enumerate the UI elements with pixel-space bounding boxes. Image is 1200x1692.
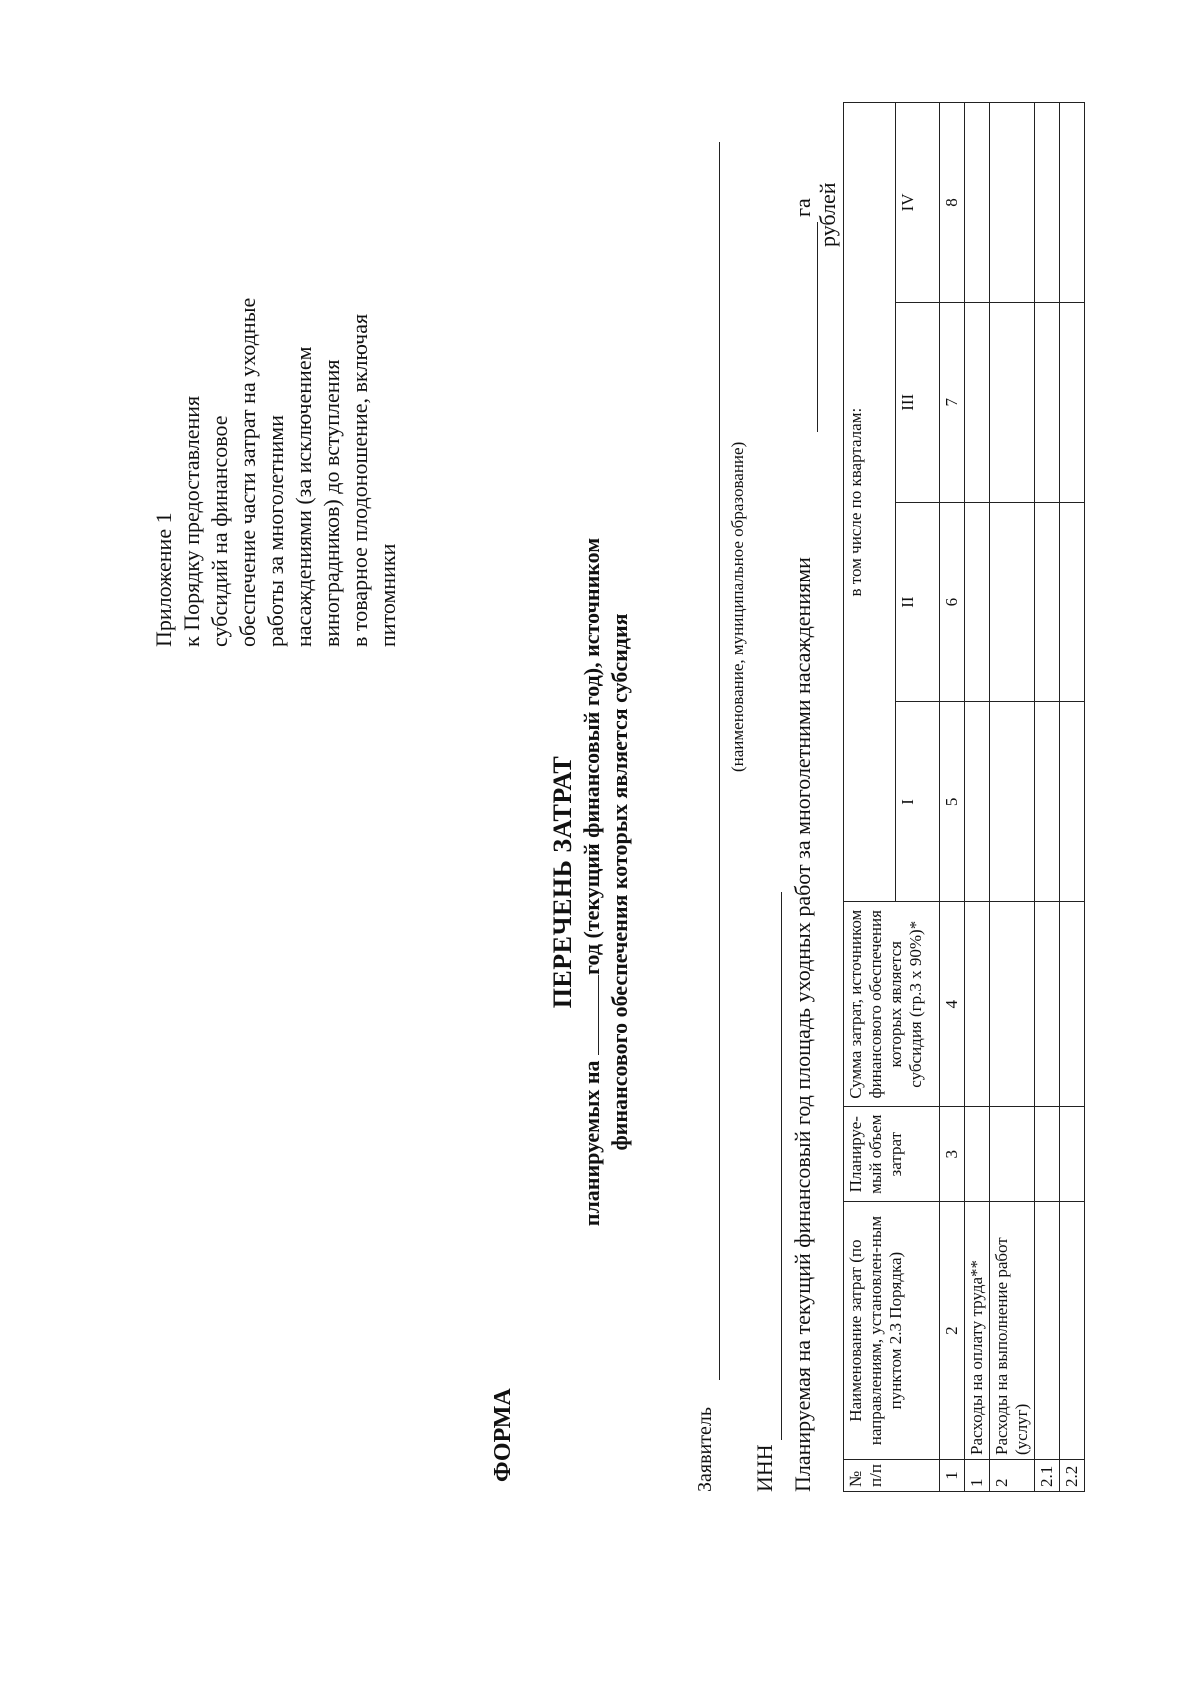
document-title [548, 332, 634, 1432]
appendix-line: Приложение 1 [151, 512, 176, 647]
area-field-line[interactable] [817, 222, 818, 432]
applicant-label: Заявитель [694, 1407, 716, 1492]
appendix-line: работы за многолетними [263, 415, 288, 647]
header-q3: III [896, 302, 940, 502]
table-cell[interactable] [990, 103, 1035, 303]
row-name: Расходы на оплату труда** [965, 1202, 990, 1460]
costs-table [843, 102, 1085, 1492]
table-cell[interactable] [1060, 902, 1085, 1107]
header-num: № п/п [844, 1460, 940, 1492]
table-cell[interactable] [965, 902, 990, 1107]
table-cell[interactable] [965, 103, 990, 303]
table-cell[interactable] [1060, 502, 1085, 702]
row-num: 1 [965, 1460, 990, 1492]
colnum-cell: 4 [940, 902, 965, 1107]
table-row [965, 103, 990, 1492]
appendix-line: субсидий на финансовое [207, 415, 232, 647]
header-planned: Планируе-мый объем затрат [844, 1107, 940, 1202]
title-sub1-end: год (текущий финансовый год), источником [579, 537, 604, 975]
applicant-field-line[interactable] [719, 142, 720, 1380]
title-main: ПЕРЕЧЕНЬ ЗАТРАТ [548, 755, 577, 1009]
area-unit: га [790, 198, 815, 217]
header-q1: I [896, 702, 940, 902]
table-cell[interactable] [990, 302, 1035, 502]
header-q2: II [896, 502, 940, 702]
header-q4: IV [896, 103, 940, 303]
colnum-cell: 7 [940, 302, 965, 502]
appendix-line: обеспечение части затрат на уходные [235, 297, 260, 647]
title-subtitle-line-2: финансового обеспечения которых является субсидия [607, 613, 632, 1151]
table-cell[interactable] [1060, 103, 1085, 303]
table-cell[interactable] [1035, 902, 1060, 1107]
appendix-line: питомники [375, 543, 400, 647]
table-cell[interactable] [1060, 302, 1085, 502]
appendix-line: к Порядку предоставления [179, 395, 204, 647]
appendix-line: виноградников) до вступления [319, 359, 344, 647]
row-name: Расходы на выполнение работ (услуг) [990, 1202, 1035, 1460]
inn-row [752, 892, 786, 1492]
colnum-cell: 1 [940, 1460, 965, 1492]
colnum-cell: 2 [940, 1202, 965, 1460]
year-blank [580, 975, 599, 1055]
table-cell[interactable] [1035, 103, 1060, 303]
table-cell[interactable] [1035, 502, 1060, 702]
row-num: 2.2 [1060, 1460, 1085, 1492]
table-cell[interactable] [965, 502, 990, 702]
header-name: Наименование затрат (по направлениям, установлен-ным пунктом 2.3 Порядка) [844, 1202, 940, 1460]
table-cell[interactable] [1035, 302, 1060, 502]
applicant-row [694, 142, 726, 1492]
appendix-line: насаждениями (за исключением [291, 346, 316, 647]
colnum-cell: 5 [940, 702, 965, 902]
table-cell[interactable] [965, 302, 990, 502]
table-cell[interactable] [990, 902, 1035, 1107]
title-sub1-start: планируемых на [579, 1060, 604, 1227]
colnum-cell: 6 [940, 502, 965, 702]
inn-field-line[interactable] [781, 892, 782, 1440]
row-num: 2 [990, 1460, 1035, 1492]
row-name[interactable] [1060, 1202, 1085, 1460]
table-cell[interactable] [1035, 1107, 1060, 1202]
row-name[interactable] [1035, 1202, 1060, 1460]
table-cell[interactable] [1060, 1107, 1085, 1202]
colnum-cell: 8 [940, 103, 965, 303]
table-cell[interactable] [990, 502, 1035, 702]
table-cell[interactable] [1035, 702, 1060, 902]
table-cell[interactable] [990, 702, 1035, 902]
table-row [990, 103, 1035, 1492]
table-cell[interactable] [990, 1107, 1035, 1202]
appendix-line: в товарное плодоношение, включая [347, 313, 372, 647]
header-subsidy: Сумма затрат, источником финансового обеспечения которых является субсидия (гр.3 х 90%)* [844, 902, 940, 1107]
inn-label: ИНН [752, 1444, 777, 1492]
appendix-note [150, 87, 402, 647]
currency-label: рублей [815, 182, 840, 247]
area-row [790, 112, 824, 1492]
title-subtitle-line-1 [578, 332, 606, 1432]
form-label: ФОРМА [490, 1388, 516, 1482]
colnum-cell: 3 [940, 1107, 965, 1202]
area-label: Планируемая на текущий финансовый год площадь уходных работ за многолетними насаждениями [790, 557, 815, 1492]
table-cell[interactable] [1060, 702, 1085, 902]
table-row [1035, 103, 1060, 1492]
table-row [1060, 103, 1085, 1492]
header-quarters-group: в том числе по кварталам: [844, 103, 896, 902]
row-num: 2.1 [1035, 1460, 1060, 1492]
table-colnum-row [940, 103, 965, 1492]
applicant-hint: (наименование, муниципальное образование) [728, 441, 747, 772]
table-cell[interactable] [965, 702, 990, 902]
table-header-row [844, 103, 896, 1492]
table-cell[interactable] [965, 1107, 990, 1202]
